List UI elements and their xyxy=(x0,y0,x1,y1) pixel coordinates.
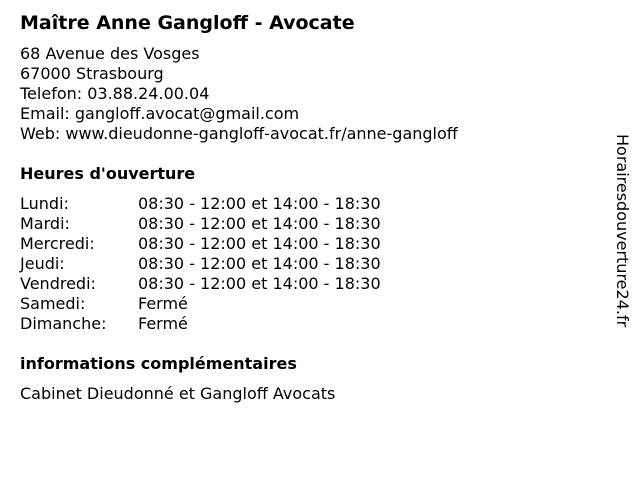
phone-number: Telefon: 03.88.24.00.04 xyxy=(20,84,210,103)
day-hours: 08:30 - 12:00 et 14:00 - 18:30 xyxy=(138,254,381,273)
address-city: 67000 Strasbourg xyxy=(20,64,164,83)
day-hours: Fermé xyxy=(138,314,188,333)
day-label: Dimanche: xyxy=(20,314,107,333)
day-label: Jeudi: xyxy=(20,254,65,273)
additional-info-heading: informations complémentaires xyxy=(20,354,297,373)
day-label: Vendredi: xyxy=(20,274,96,293)
business-title: Maître Anne Gangloff - Avocate xyxy=(20,12,355,34)
day-hours: Fermé xyxy=(138,294,188,313)
email-address: Email: gangloff.avocat@gmail.com xyxy=(20,104,300,123)
opening-hours-heading: Heures d'ouverture xyxy=(20,164,196,183)
additional-info-text: Cabinet Dieudonné et Gangloff Avocats xyxy=(20,384,336,403)
address-street: 68 Avenue des Vosges xyxy=(20,44,200,63)
day-label: Samedi: xyxy=(20,294,86,313)
day-hours: 08:30 - 12:00 et 14:00 - 18:30 xyxy=(138,234,381,253)
day-hours: 08:30 - 12:00 et 14:00 - 18:30 xyxy=(138,274,381,293)
day-label: Mardi: xyxy=(20,214,70,233)
contact-block xyxy=(20,44,458,144)
day-hours: 08:30 - 12:00 et 14:00 - 18:30 xyxy=(138,194,381,213)
website-url: Web: www.dieudonne-gangloff-avocat.fr/anne-gangloff xyxy=(20,124,458,143)
day-label: Lundi: xyxy=(20,194,69,213)
day-hours: 08:30 - 12:00 et 14:00 - 18:30 xyxy=(138,214,381,233)
site-brand-vertical: Horairesdouverture24.fr xyxy=(613,134,632,328)
day-label: Mercredi: xyxy=(20,234,95,253)
